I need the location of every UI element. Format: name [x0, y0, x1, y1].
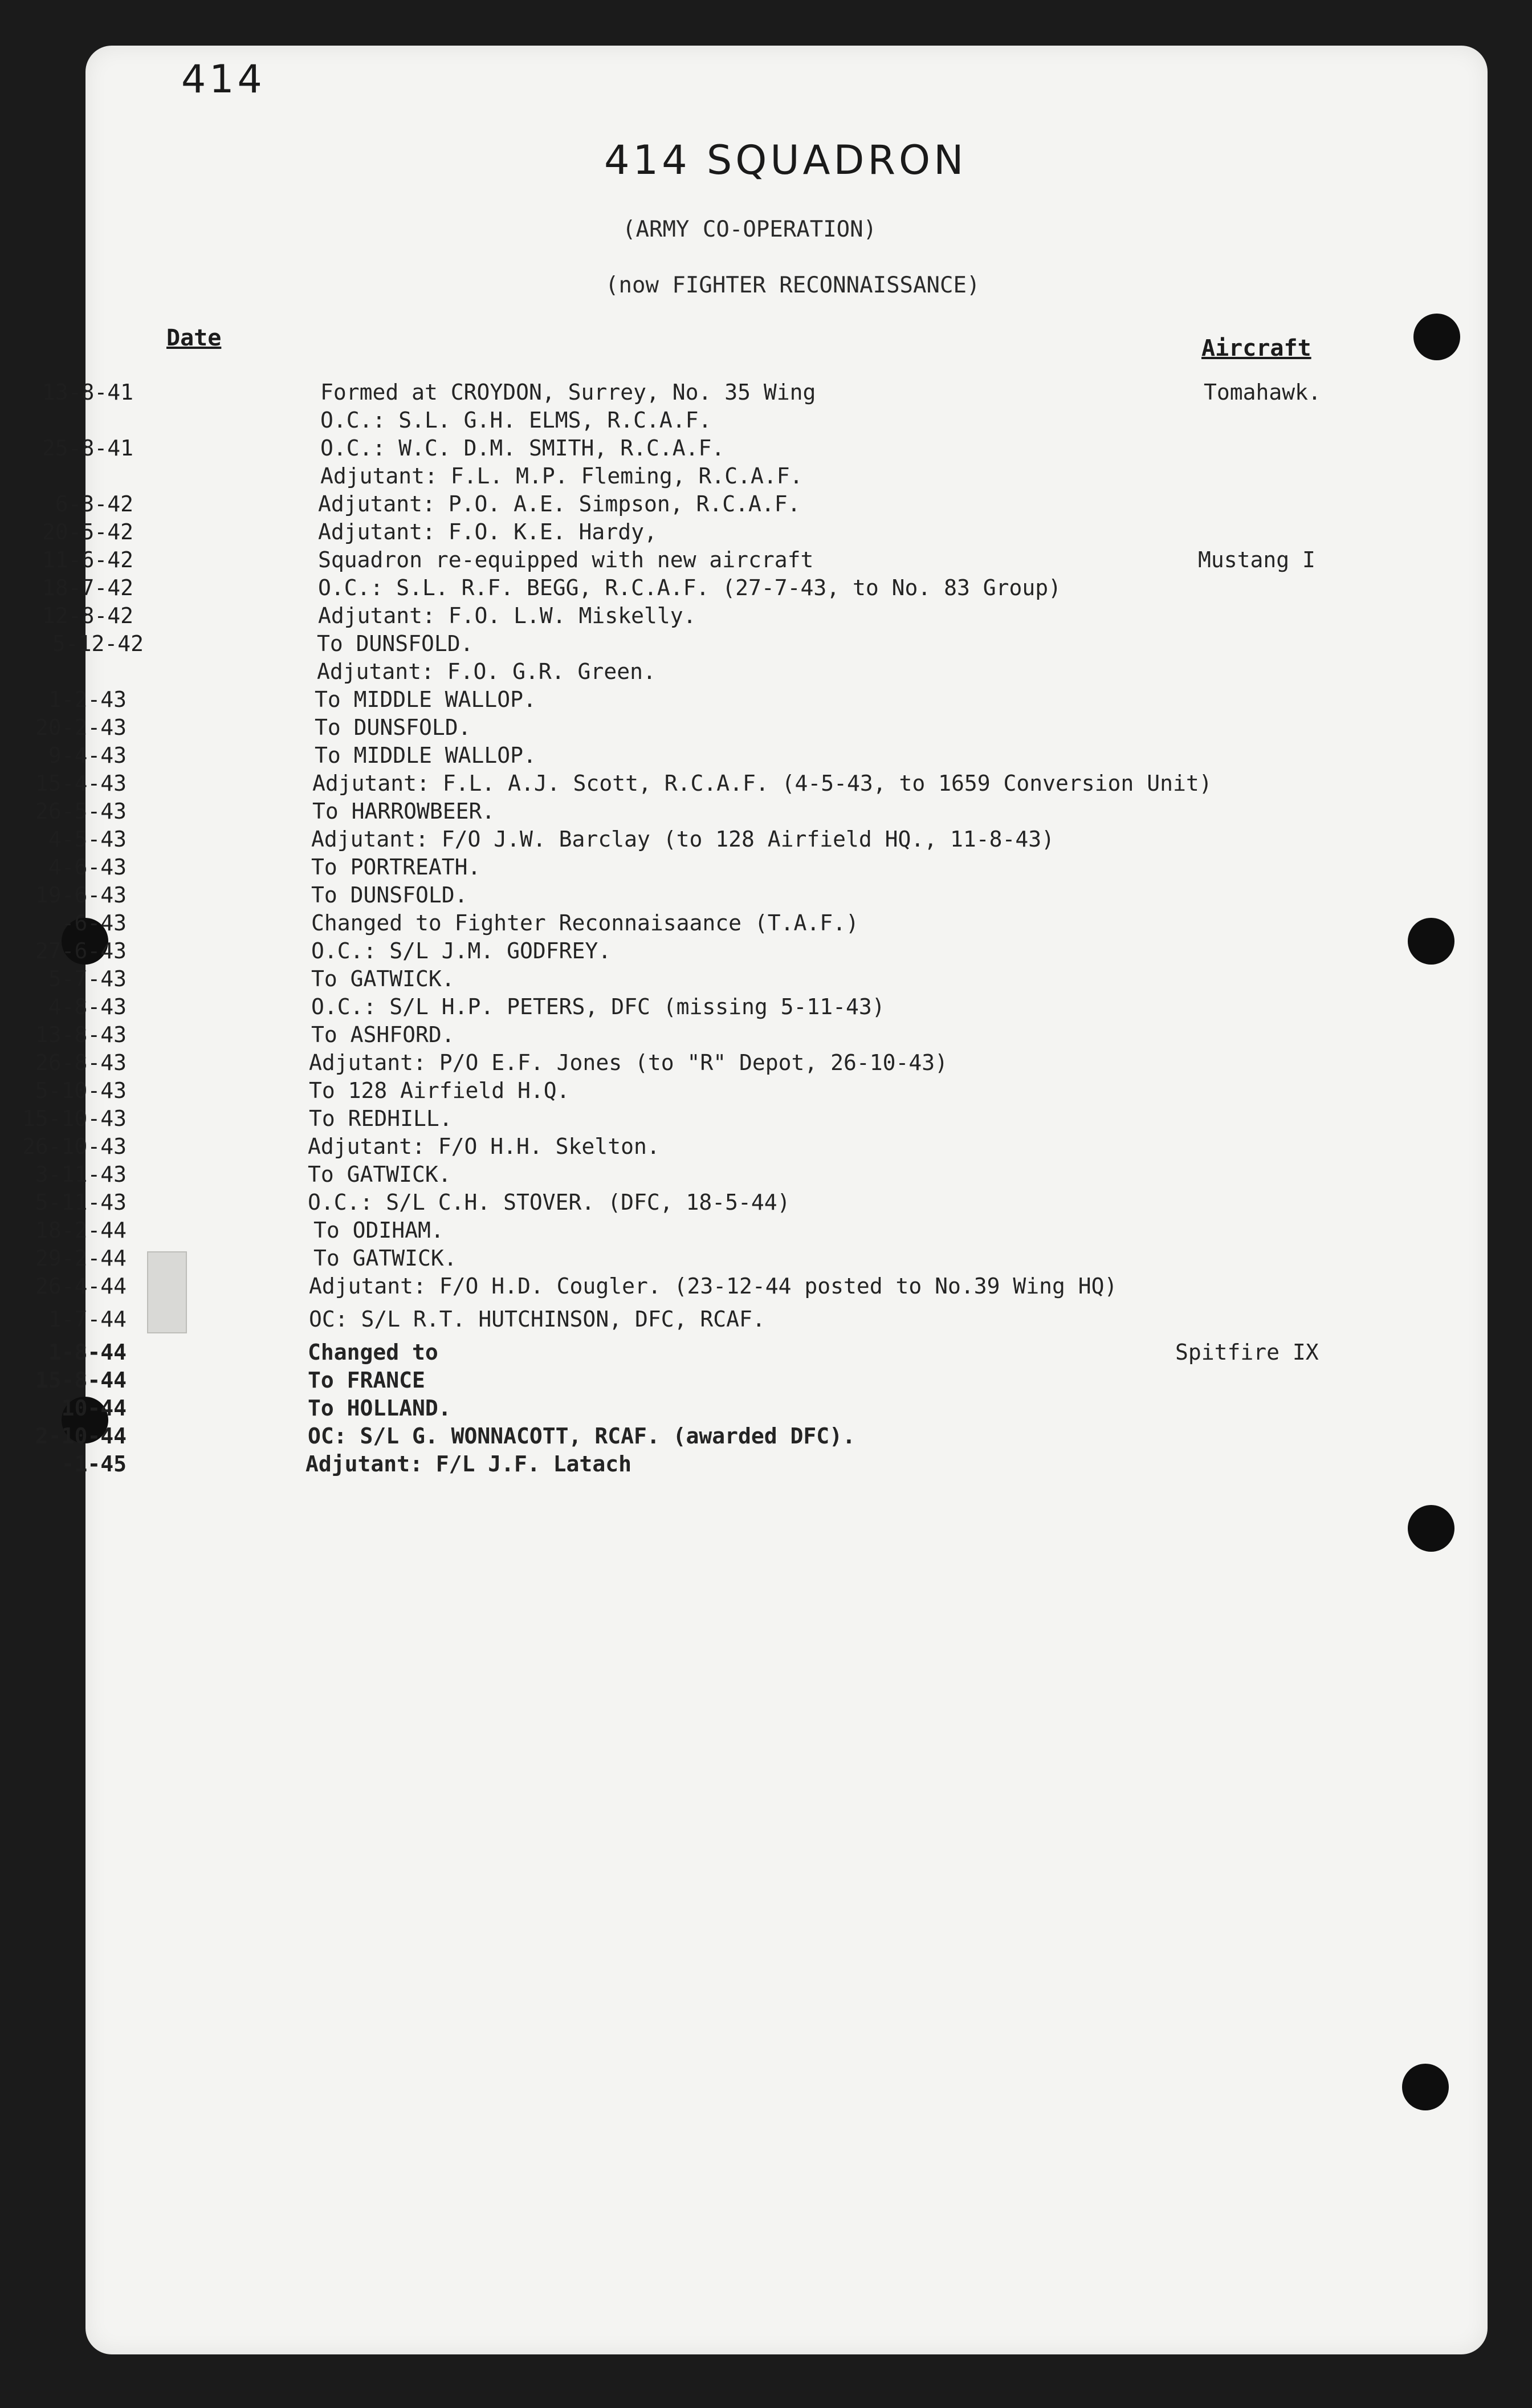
entry-event: Adjutant: F/O J.W. Barclay (to 128 Airfield HQ., 11-8-43): [311, 827, 1055, 852]
entry-date: 26-4-44: [35, 1274, 127, 1299]
entry-event: To GATWICK.: [311, 966, 455, 991]
entry-event: O.C.: S/L H.P. PETERS, DFC (missing 5-11-43): [311, 994, 885, 1019]
entry-date: 5-12-42: [52, 631, 144, 656]
page-subtitle: (ARMY CO-OPERATION): [622, 217, 877, 242]
entry-event: OC: S/L G. WONNACOTT, RCAF. (awarded DFC).: [308, 1423, 855, 1449]
entry-row: [0, 1305, 1402, 1339]
entry-row: [0, 1077, 1402, 1105]
entry-date: 5-7-43: [48, 966, 127, 991]
entry-row: [0, 434, 1402, 462]
entry-row: [0, 1161, 1402, 1189]
entry-date: 1-7-44: [48, 1307, 127, 1332]
page-title: 414 SQUADRON: [604, 137, 967, 184]
entry-event: To DUNSFOLD.: [315, 715, 471, 740]
entry-aircraft: Mustang I: [1198, 547, 1315, 572]
entry-date: 5-10-43: [35, 1078, 127, 1103]
entry-event: To GATWICK.: [313, 1246, 457, 1271]
entry-date: 15-8-44: [35, 1368, 127, 1393]
entry-event: OC: S/L R.T. HUTCHINSON, DFC, RCAF.: [309, 1307, 765, 1332]
entry-date: 20-5-42: [42, 519, 133, 544]
punch-hole-right-bottom: [1402, 2064, 1449, 2110]
entry-row: [0, 881, 1402, 909]
entry-event: O.C.: S/L J.M. GODFREY.: [311, 938, 612, 963]
entry-event: Adjutant: F.O. L.W. Miskelly.: [318, 603, 696, 628]
entry-date: 1-2-43: [48, 687, 127, 712]
entry-event: Adjutant: F/L J.F. Latach: [305, 1451, 631, 1476]
entry-event: Adjutant: F/O H.D. Cougler. (23-12-44 posted to No.39 Wing HQ): [309, 1274, 1118, 1299]
entry-row: [0, 379, 1402, 406]
entry-event: Adjutant: F.L. M.P. Fleming, R.C.A.F.: [320, 463, 803, 489]
entry-date: -1-45: [61, 1451, 127, 1476]
entry-event: To HARROWBEER.: [312, 799, 495, 824]
punch-hole-right-mid: [1408, 918, 1454, 965]
page-number: 414: [181, 57, 266, 102]
entry-date: 27-6-43: [35, 938, 127, 963]
entry-event: To GATWICK.: [308, 1162, 451, 1187]
entry-row: [0, 1366, 1402, 1394]
entry-event: To 128 Airfield H.Q.: [309, 1078, 570, 1103]
entry-event: To MIDDLE WALLOP.: [315, 687, 536, 712]
entry-row: [0, 965, 1402, 993]
entry-row: [0, 742, 1402, 770]
entry-date: 2-10-44: [35, 1423, 127, 1449]
entry-event: To PORTREATH.: [311, 855, 481, 880]
entry-event: To FRANCE: [308, 1368, 425, 1393]
entry-row: [0, 686, 1402, 714]
entry-row: [0, 1021, 1402, 1049]
entry-date: 4-5-43: [48, 827, 127, 852]
entry-event: To HOLLAND.: [308, 1396, 451, 1421]
entry-row: [0, 406, 1402, 434]
entry-row: [0, 993, 1402, 1021]
entry-row: [0, 853, 1402, 881]
entry-date: 15-4-43: [35, 771, 127, 796]
entry-date: 5-11-43: [35, 1190, 127, 1215]
entry-date: 13-8-41: [42, 380, 133, 405]
entry-row: [0, 602, 1402, 630]
entry-event: Adjutant: P/O E.F. Jones (to "R" Depot, 26-10-43): [309, 1050, 948, 1075]
entry-date: 9-4-43: [48, 743, 127, 768]
entry-row: [0, 1450, 1402, 1478]
entry-event: O.C.: W.C. D.M. SMITH, R.C.A.F.: [320, 436, 725, 461]
entry-event: Squadron re-equipped with new aircraft: [318, 547, 814, 572]
entry-date: 15-10-43: [22, 1106, 127, 1131]
entry-event: Adjutant: F.O. G.R. Green.: [317, 659, 656, 684]
entry-date: 6-3-42: [55, 491, 133, 516]
entry-row: [0, 658, 1402, 686]
entry-aircraft: Tomahawk.: [1204, 380, 1321, 405]
entry-row: [0, 770, 1402, 798]
entry-row: [0, 1272, 1402, 1305]
entry-row: [0, 909, 1402, 937]
entry-date: 1-8-44: [48, 1340, 127, 1365]
entry-date: 10-44: [61, 1396, 127, 1421]
entry-row: [0, 937, 1402, 965]
entry-date: -6-43: [61, 910, 127, 935]
punch-hole-right-top: [1413, 314, 1460, 360]
entry-row: [0, 1422, 1402, 1450]
entry-event: Changed to Fighter Reconnaisaance (T.A.F.): [311, 910, 859, 935]
entry-event: Changed to: [308, 1340, 438, 1365]
date-column-header: Date: [166, 325, 222, 351]
entry-row: [0, 462, 1402, 490]
entries-list: [0, 379, 1402, 1478]
entry-row: [0, 1217, 1402, 1244]
entry-date: 12-8-42: [42, 603, 133, 628]
entry-row: [0, 1105, 1402, 1133]
entry-row: [0, 1049, 1402, 1077]
entry-row: [0, 1339, 1402, 1366]
entry-event: To ODIHAM.: [313, 1218, 444, 1243]
entry-date: 29-2-44: [35, 1246, 127, 1271]
punch-hole-right-lower: [1408, 1505, 1454, 1552]
entry-event: Adjutant: F.L. A.J. Scott, R.C.A.F. (4-5-43, to 1659 Conversion Unit): [312, 771, 1212, 796]
entry-date: 18-2-44: [35, 1218, 127, 1243]
entry-event: To DUNSFOLD.: [317, 631, 474, 656]
page-subtitle-secondary: (now FIGHTER RECONNAISSANCE): [605, 272, 980, 298]
entry-event: Adjutant: F.O. K.E. Hardy,: [318, 519, 657, 544]
entry-date: 20-2-43: [35, 715, 127, 740]
entry-event: Adjutant: P.O. A.E. Simpson, R.C.A.F.: [318, 491, 801, 516]
entry-row: [0, 1244, 1402, 1272]
entry-row: [0, 798, 1402, 825]
entry-row: [0, 825, 1402, 853]
entry-aircraft: Spitfire IX: [1175, 1340, 1319, 1365]
entry-row: [0, 714, 1402, 742]
entry-date: 13-8-43: [35, 1022, 127, 1047]
entry-event: To MIDDLE WALLOP.: [315, 743, 536, 768]
entry-date: 26-10-43: [22, 1134, 127, 1159]
entry-date: 19-6-43: [35, 882, 127, 908]
entry-event: Formed at CROYDON, Surrey, No. 35 Wing: [320, 380, 816, 405]
entry-row: [0, 518, 1402, 546]
entry-row: [0, 490, 1402, 518]
entry-date: 18-7-42: [42, 575, 133, 600]
entry-date: 25-8-41: [42, 436, 133, 461]
entry-row: [0, 1133, 1402, 1161]
entry-date: 26-8-43: [35, 1050, 127, 1075]
entry-date: 4-8-43: [48, 994, 127, 1019]
entry-row: [0, 574, 1402, 602]
entry-event: To ASHFORD.: [311, 1022, 455, 1047]
entry-event: To REDHILL.: [309, 1106, 453, 1131]
entry-row: [0, 1394, 1402, 1422]
entry-row: [0, 546, 1402, 574]
entry-date: 4-6-43: [48, 855, 127, 880]
aircraft-column-header: Aircraft: [1201, 335, 1311, 361]
entry-event: To DUNSFOLD.: [311, 882, 468, 908]
entry-event: Adjutant: F/O H.H. Skelton.: [308, 1134, 660, 1159]
entry-event: O.C.: S/L C.H. STOVER. (DFC, 18-5-44): [308, 1190, 791, 1215]
entry-row: [0, 630, 1402, 658]
entry-event: O.C.: S.L. G.H. ELMS, R.C.A.F.: [320, 408, 712, 433]
entry-date: 3-11-43: [35, 1162, 127, 1187]
entry-date: 26-5-43: [35, 799, 127, 824]
entry-event: O.C.: S.L. R.F. BEGG, R.C.A.F. (27-7-43, to No. 83 Group): [318, 575, 1062, 600]
entry-row: [0, 1189, 1402, 1217]
entry-date: 11-6-42: [42, 547, 133, 572]
